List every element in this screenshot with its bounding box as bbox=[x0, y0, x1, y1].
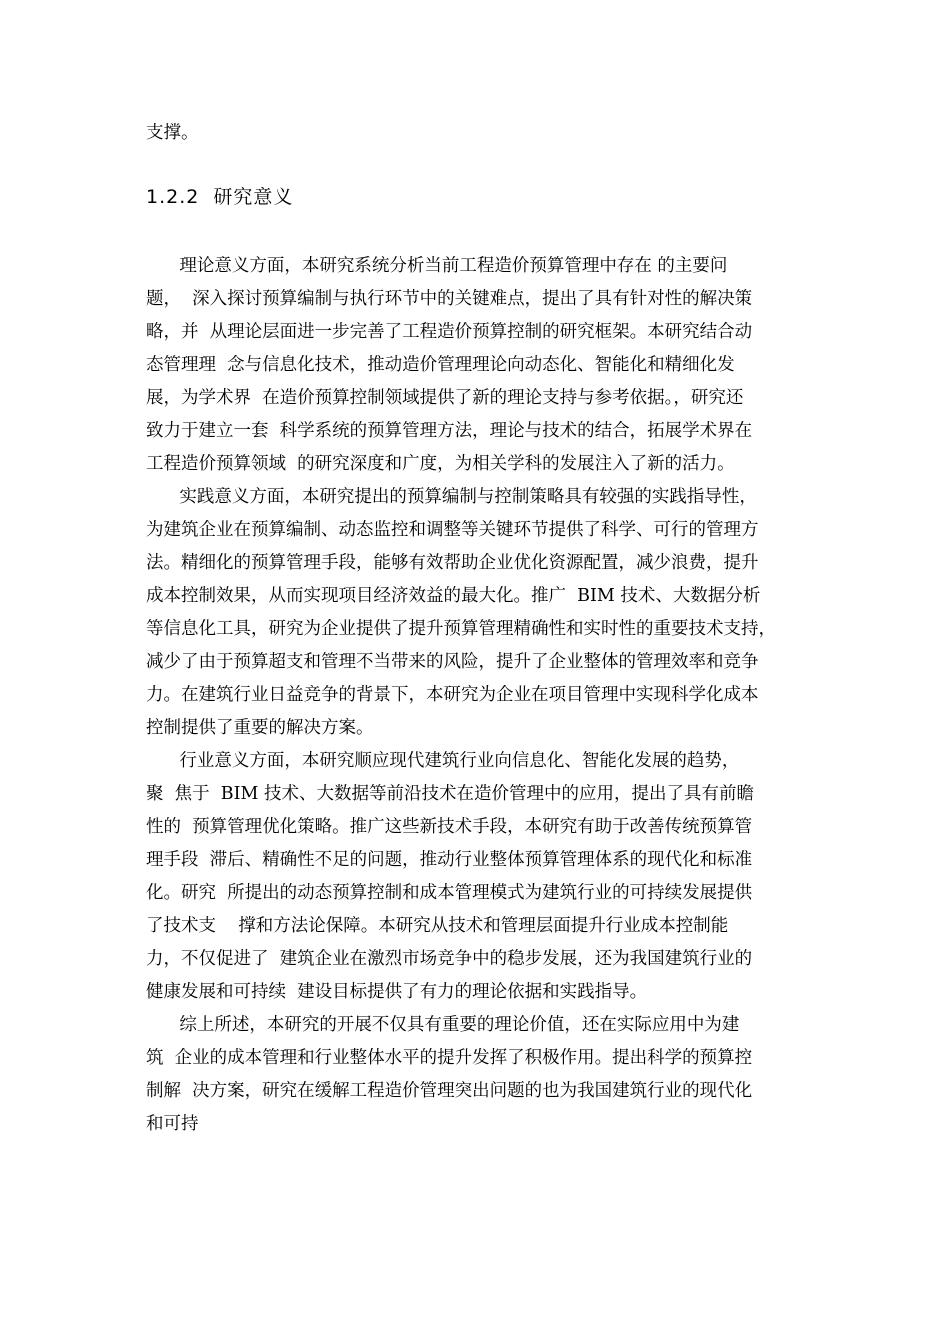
text-line: 题， 深入探讨预算编制与执行环节中的关键难点，提出了具有针对性的解决策 bbox=[146, 289, 753, 309]
text-line: 略，并 从理论层面进一步完善了工程造价预算控制的研究框架。本研究结合动 bbox=[146, 322, 753, 342]
text-line: 致力于建立一套 科学系统的预算管理方法，理论与技术的结合，拓展学术界在 bbox=[146, 421, 753, 441]
text-line: 聚 焦于 BIM 技术、大数据等前沿技术在造价管理中的应用，提出了具有前瞻 bbox=[146, 784, 755, 804]
text-line: 筑 企业的成本管理和行业整体水平的提升发挥了积极作用。提出科学的预算控 bbox=[146, 1048, 753, 1068]
text-line: 行业意义方面，本研究顺应现代建筑行业向信息化、智能化发展的趋势， bbox=[146, 751, 740, 771]
text-line: 化。研究 所提出的动态预算控制和成本管理模式为建筑行业的可持续发展提供 bbox=[146, 883, 753, 903]
text-line: 了技术支 撑和方法论保障。本研究从技术和管理层面提升行业成本控制能 bbox=[146, 916, 729, 936]
text-line: 理手段 滞后、精确性不足的问题，推动行业整体预算管理体系的现代化和标准 bbox=[146, 850, 753, 870]
text-line: 性的 预算管理优化策略。推广这些新技术手段，本研究有助于改善传统预算管 bbox=[146, 817, 753, 837]
text-line: 制解 决方案，研究在缓解工程造价管理突出问题的也为我国建筑行业的现代化 bbox=[146, 1081, 753, 1101]
text-line: 工程造价预算领域 的研究深度和广度，为相关学科的发展注入了新的活力。 bbox=[146, 454, 735, 474]
text-line: 理论意义方面，本研究系统分析当前工程造价预算管理中存在 的主要问 bbox=[146, 256, 728, 276]
text-line: 为建筑企业在预算编制、动态监控和调整等关键环节提供了科学、可行的管理方 bbox=[146, 520, 759, 540]
text-line: 态管理理 念与信息化技术，推动造价管理理论向动态化、智能化和精细化发 bbox=[146, 355, 735, 375]
text-line: 健康发展和可持续 建设目标提供了有力的理论依据和实践指导。 bbox=[146, 982, 648, 1002]
text-line: 力。在建筑行业日益竞争的背景下，本研究为企业在项目管理中实现科学化成本 bbox=[146, 685, 759, 705]
text-line: 力，不仅促进了 建筑企业在激烈市场竞争中的稳步发展，还为我国建筑行业的 bbox=[146, 949, 753, 969]
text-line: 实践意义方面，本研究提出的预算编制与控制策略具有较强的实践指导性， bbox=[146, 487, 757, 507]
text-line: 控制提供了重要的解决方案。 bbox=[146, 718, 374, 738]
section-heading: 1.2.2 研究意义 bbox=[146, 186, 294, 208]
text-line: 综上所述，本研究的开展不仅具有重要的理论价值，还在实际应用中为建 bbox=[146, 1015, 740, 1035]
text-line: 法。精细化的预算管理手段，能够有效帮助企业优化资源配置，减少浪费，提升 bbox=[146, 553, 759, 573]
text-line: 支撑。 bbox=[146, 123, 199, 143]
text-line: 成本控制效果，从而实现项目经济效益的最大化。推广 BIM 技术、大数据分析 bbox=[146, 586, 761, 606]
text-line: 等信息化工具，研究为企业提供了提升预算管理精确性和实时性的重要技术支持， bbox=[146, 619, 776, 639]
text-line: 和可持 bbox=[146, 1114, 199, 1134]
text-line: 减少了由于预算超支和管理不当带来的风险，提升了企业整体的管理效率和竞争 bbox=[146, 652, 759, 672]
text-line: 展，为学术界 在造价预算控制领域提供了新的理论支持与参考依据。，研究还 bbox=[146, 388, 744, 408]
